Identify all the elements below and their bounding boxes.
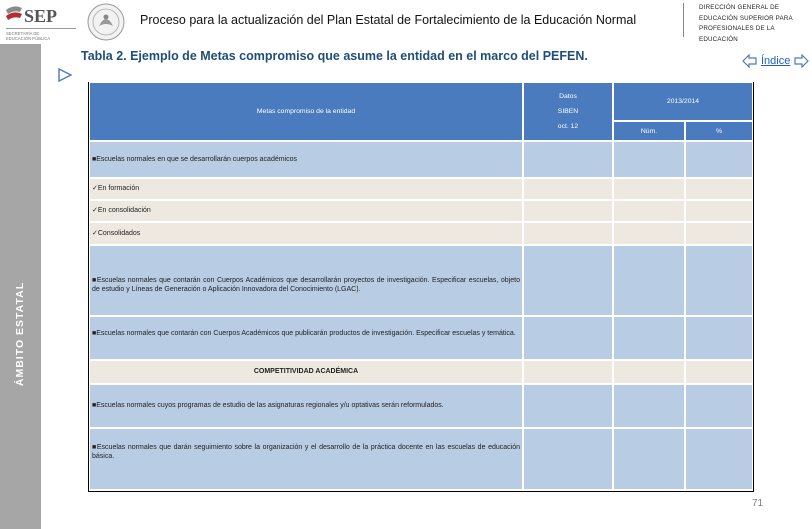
table-row-label: ■Escuelas normales que contarán con Cuerpos Académicos que desarrollarán proyectos de investigación. Especificar escuelas, objeto de estudio y Líneas de Generación o Aplicación Innovadora del Conocimiento (LGAC). [89,245,523,316]
table-row-label: ■ Escuelas normales cuyos programas de estudio de las asignaturas regionales y/u optativas serán reformulados. [89,384,523,428]
table-cell-siben [523,178,613,200]
table-cell-pct [685,141,753,178]
table-cell-pct [685,428,753,490]
table-cell-num [613,384,685,428]
svg-text:SEP: SEP [24,6,58,26]
table-cell-num [613,200,685,222]
header-datos-siben [523,82,613,141]
header-pct: % [685,121,753,141]
table-cell-siben [523,222,613,245]
table-row-label: ■ Escuelas normales en que se desarrollarán cuerpos académicos [89,141,523,178]
table-cell-num [613,316,685,360]
sidebar [0,44,41,529]
table-row-label: ■Escuelas normales que darán seguimiento sobre la organización y el desarrollo de la práctica docente en las escuelas de educación básica. [89,428,523,490]
table-cell-pct [685,200,753,222]
arrow-left-icon[interactable] [742,54,757,68]
header-metas: Metas compromiso de la entidad [89,82,523,141]
table-cell-num [613,245,685,316]
header-num: Núm. [613,121,685,141]
mexico-seal-icon [86,2,126,42]
table-row-label: ✓ En formación [89,178,523,200]
table-cell-num [613,360,685,384]
department-name: DIRECCIÓN GENERAL DE EDUCACIÓN SUPERIOR PARA PROFESIONALES DE LA EDUCACIÓN [699,4,793,43]
table-cell-siben [523,384,613,428]
table-row-label: ■Escuelas normales que contarán con Cuerpos Académicos que publicarán productos de investigación. Especificar escuelas y temática. [89,316,523,360]
table-title: Tabla 2. Ejemplo de Metas compromiso que asume la entidad en el marco del PEFEN. [81,49,588,63]
table-cell-siben [523,200,613,222]
table-cell-siben [523,360,613,384]
document-title: Proceso para la actualización del Plan Estatal de Fortalecimiento de la Educación Normal [140,13,637,27]
page-header [0,0,812,44]
table-cell-num [613,428,685,490]
index-link[interactable]: Índice [761,55,791,67]
sidebar-label: ÁMBITO ESTATAL [14,281,26,387]
sep-logo [4,2,80,42]
header-siben: SIBEN [557,108,579,115]
play-arrow-icon[interactable] [58,68,72,82]
index-nav [742,53,809,69]
table-cell-pct [685,360,753,384]
table-cell-siben [523,245,613,316]
table-cell-siben [523,316,613,360]
header-datos: Datos [559,93,577,100]
table-cell-pct [685,316,753,360]
page-number: 71 [752,498,764,509]
table-cell-pct [685,222,753,245]
table-row-label: ✓ En consolidación [89,200,523,222]
table-cell-pct [685,245,753,316]
svg-text:SECRETARÍA DE: SECRETARÍA DE [6,31,40,36]
header-year: 2013/2014 [613,82,753,121]
table-cell-num [613,222,685,245]
arrow-right-icon[interactable] [794,54,809,68]
table-cell-siben [523,428,613,490]
table-row-label: ✓ Consolidados [89,222,523,245]
header-oct: oct. 12 [557,123,579,130]
section-heading: COMPETITIVIDAD ACADÉMICA [89,360,523,384]
table-cell-siben [523,141,613,178]
table-cell-num [613,178,685,200]
metas-table [88,82,754,492]
table-cell-pct [685,384,753,428]
header-divider [683,3,684,37]
table-cell-num [613,141,685,178]
table-cell-pct [685,178,753,200]
svg-text:EDUCACIÓN PÚBLICA: EDUCACIÓN PÚBLICA [6,36,51,41]
